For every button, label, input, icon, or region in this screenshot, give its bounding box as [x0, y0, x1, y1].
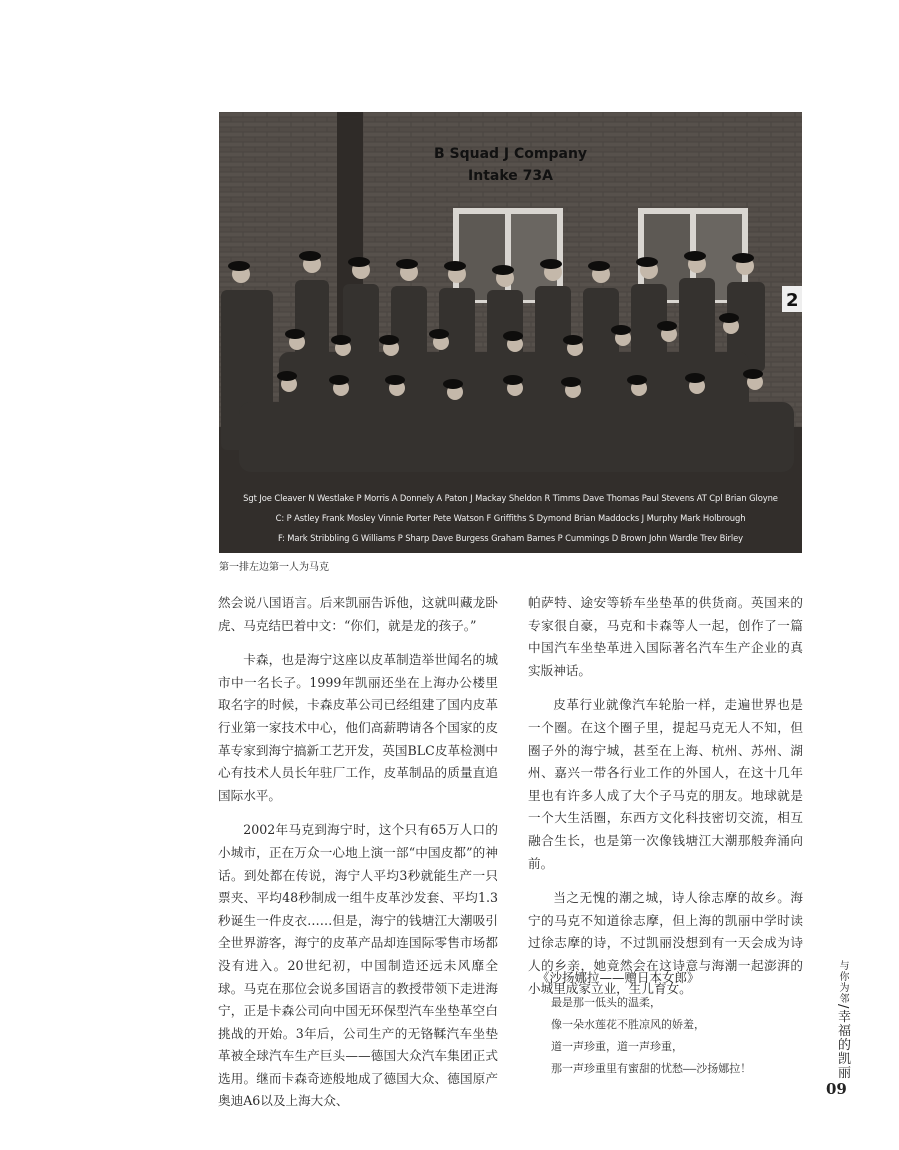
- right-column: [528, 592, 803, 1012]
- poem-title: 《沙扬娜拉——赠日本女郎》: [537, 970, 700, 985]
- paragraph: 然会说八国语言。后来凯丽告诉他，这就叫藏龙卧虎、马克结巴着中文：“你们，就是龙的孩子。”: [218, 595, 498, 633]
- section-label-large: 幸福的凯丽: [835, 1009, 850, 1080]
- photo-names-back-row: Sgt Joe Cleaver N Westlake P Morris A Donnely A Paton J Mackay Sheldon R Timms Dave Thomas Paul Stevens AT Cpl Brian Gloyne: [243, 493, 778, 503]
- paragraph: 2002年马克到海宁时，这个只有65万人口的小城市，正在万众一心地上演一部“中国皮都”的神话。到处都在传说，海宁人平均3秒就能生产一只票夹、平均48秒制成一组牛皮革沙发套、平均1.3秒诞生一件皮衣……但是，海宁的钱塘江大潮吸引全世界游客，海宁的皮革产品却连国际零售市场都没有进入。20世纪初，中国制造还远未风靡全球。马克在那位会说多国语言的教授带领下走进海宁，正是卡森公司向中国无环保型汽车坐垫革空白挑战的开始。3年后，公司生产的无铬鞣汽车坐垫革被全球汽车生产巨头——德国大众汽车集团正式选用。继而卡森奇迹般地成了德国大众、德国原产奥迪A6以及上海大众、: [218, 822, 498, 1109]
- group-photo: [219, 112, 802, 553]
- paragraph: 帕萨特、途安等轿车坐垫革的供货商。英国来的专家很自豪，马克和卡森等人一起，创作了一篇中国汽车坐垫革进入国际著名汽车生产企业的真实版神话。: [528, 595, 803, 678]
- paragraph: 卡森，也是海宁这座以皮革制造举世闻名的城市中一名长子。1999年凯丽还坐在上海办公楼里取名字的时候，卡森皮革公司已经组建了国内皮革行业第一家技术中心，他们高薪聘请各个国家的皮革专家到海宁搞新工艺开发，英国BLC皮革检测中心有技术人员长年驻厂工作，皮革制品的质量直追国际水平。: [218, 652, 498, 803]
- poem: [537, 968, 807, 1080]
- left-column: [218, 592, 498, 1125]
- section-label: [822, 960, 852, 1079]
- photo-names-centre-row: C: P Astley Frank Mosley Vinnie Porter Pete Watson F Griffiths S Dymond Brian Maddocks J Murphy Mark Holbrough: [275, 513, 746, 523]
- page-number: 09: [826, 1080, 847, 1098]
- paragraph: 当之无愧的潮之城，诗人徐志摩的故乡。海宁的马克不知道徐志摩，但上海的凯丽中学时读过徐志摩的诗，不过凯丽没想到有一天会成为诗人的乡亲，她竟然会在这诗意与海潮一起澎湃的小城里成家立业，生儿育女。: [528, 890, 803, 996]
- poem-line: 道一声珍重，道一声珍重，: [551, 1040, 683, 1053]
- section-label-divider: /: [835, 1004, 850, 1010]
- photo-caption: 第一排左边第一人为马克: [219, 562, 329, 573]
- poem-line: 像一朵水莲花不胜凉风的娇羞，: [551, 1018, 705, 1031]
- poem-line: 最是那一低头的温柔，: [551, 996, 661, 1009]
- photo-title-line2: Intake 73A: [468, 168, 553, 184]
- photo-names-front-row: F: Mark Stribbling G Williams P Sharp Dave Burgess Graham Barnes P Cummings D Brown John Wardle Trev Birley: [277, 533, 744, 543]
- photo-title-line1: B Squad J Company: [433, 146, 588, 162]
- poem-line: 那一声珍重里有蜜甜的忧愁——沙扬娜拉！: [551, 1062, 752, 1075]
- paragraph: 皮革行业就像汽车轮胎一样，走遍世界也是一个圈。在这个圈子里，提起马克无人不知，但圈子外的海宁城，甚至在上海、杭州、苏州、湖州、嘉兴一带各行业工作的外国人，在这十几年里也有许多人成了大个子马克的朋友。地球就是一个大生活圈，东西方文化科技密切交流，相互融合生长，也是第一次像钱塘江大潮那般奔涌向前。: [528, 697, 803, 871]
- section-label-small: 与你为邻: [837, 960, 848, 1004]
- wall-number: 2: [786, 290, 799, 311]
